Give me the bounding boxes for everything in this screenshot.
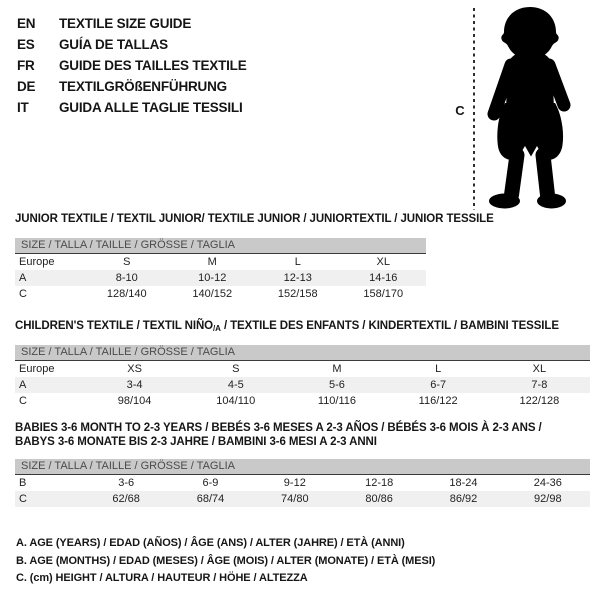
table-cell: 10-12 bbox=[198, 272, 227, 284]
table-cell: 80/86 bbox=[365, 493, 393, 505]
table-cell: 12-18 bbox=[365, 477, 394, 489]
language-code: IT bbox=[17, 100, 29, 115]
size-header-row: SIZE / TALLA / TAILLE / GRÖSSE / TAGLIA bbox=[15, 345, 590, 361]
height-dashed-line bbox=[473, 8, 475, 210]
children-size-table bbox=[15, 361, 590, 409]
table-cell: 18-24 bbox=[449, 477, 478, 489]
list-item bbox=[17, 76, 247, 97]
babies-textile-section bbox=[15, 422, 590, 507]
list-item bbox=[17, 34, 247, 55]
legend-footnotes bbox=[16, 535, 435, 588]
table-cell: XL bbox=[376, 256, 390, 268]
table-cell: 140/152 bbox=[192, 288, 233, 300]
language-title: GUIDA ALLE TAGLIE TESSILI bbox=[59, 100, 243, 115]
table-cell: 8-10 bbox=[115, 272, 138, 284]
table-row bbox=[15, 475, 590, 491]
table-cell: 98/104 bbox=[117, 395, 152, 407]
table-cell: 6-7 bbox=[430, 379, 447, 391]
baby-figure bbox=[440, 0, 600, 215]
table-cell: 92/98 bbox=[534, 493, 562, 505]
section-title: JUNIOR TEXTILE / TEXTIL JUNIOR/ TEXTILE JUNIOR / JUNIORTEXTIL / JUNIOR TESSILE bbox=[15, 213, 494, 225]
table-row bbox=[15, 270, 426, 286]
table-cell: 152/158 bbox=[277, 288, 318, 300]
list-item bbox=[17, 13, 247, 34]
baby-silhouette-image bbox=[480, 5, 580, 210]
junior-size-table bbox=[15, 254, 426, 302]
language-code: DE bbox=[17, 79, 36, 94]
table-row bbox=[15, 393, 590, 409]
footnote-height-cm: C. (cm) HEIGHT / ALTURA / HAUTEUR / HÖHE / ALTEZZA bbox=[16, 572, 308, 584]
table-cell: 104/110 bbox=[216, 395, 256, 407]
title-subscript: /A bbox=[213, 324, 221, 333]
table-cell: 3-6 bbox=[118, 477, 135, 489]
table-row bbox=[15, 361, 590, 377]
title-line-1: BABIES 3-6 MONTH TO 2-3 YEARS / BEBÉS 3-6 MESES A 2-3 AÑOS / BÉBÉS 3-6 MOIS À 2-3 ANS / bbox=[15, 422, 542, 434]
footnote-age-months: B. AGE (MONTHS) / EDAD (MESES) / ÂGE (MOIS) / ALTER (MONATE) / ETÀ (MESI) bbox=[16, 554, 436, 567]
table-cell: 116/122 bbox=[418, 395, 458, 407]
children-textile-section bbox=[15, 320, 590, 409]
table-row bbox=[15, 377, 590, 393]
row-label: A bbox=[19, 272, 27, 284]
table-cell: 68/74 bbox=[196, 493, 225, 505]
junior-textile-section bbox=[15, 213, 494, 302]
table-row bbox=[15, 254, 426, 270]
row-label: B bbox=[19, 477, 27, 489]
table-cell: L bbox=[435, 363, 442, 375]
language-title: GUÍA DE TALLAS bbox=[59, 37, 168, 52]
table-cell: 6-9 bbox=[202, 477, 219, 489]
size-header-row: SIZE / TALLA / TAILLE / GRÖSSE / TAGLIA bbox=[15, 459, 590, 475]
section-title bbox=[15, 422, 590, 449]
row-label: C bbox=[19, 288, 27, 300]
row-label: C bbox=[19, 395, 27, 407]
table-cell: XL bbox=[532, 363, 547, 375]
section-title bbox=[15, 320, 590, 333]
table-cell: 12-13 bbox=[283, 272, 312, 284]
language-title: TEXTILE SIZE GUIDE bbox=[59, 16, 192, 31]
language-code: ES bbox=[17, 37, 35, 52]
table-cell: 9-12 bbox=[283, 477, 306, 489]
table-cell: XS bbox=[127, 363, 142, 375]
row-label: A bbox=[19, 379, 27, 391]
table-cell: S bbox=[232, 363, 240, 375]
table-cell: L bbox=[294, 256, 301, 268]
height-measure-label: C bbox=[455, 103, 465, 118]
babies-size-table bbox=[15, 475, 590, 507]
table-cell: M bbox=[207, 256, 217, 268]
table-cell: M bbox=[332, 363, 342, 375]
language-title-list bbox=[17, 13, 247, 118]
table-cell: 5-6 bbox=[329, 379, 345, 391]
table-cell: 128/140 bbox=[106, 288, 147, 300]
table-cell: 3-4 bbox=[126, 379, 143, 391]
table-cell: 24-36 bbox=[533, 477, 562, 489]
language-title: TEXTILGRÖßENFÜHRUNG bbox=[59, 79, 227, 94]
language-code: FR bbox=[17, 58, 35, 73]
language-code: EN bbox=[17, 16, 36, 31]
table-cell: 62/68 bbox=[112, 493, 140, 505]
row-label: Europe bbox=[19, 256, 55, 268]
table-row bbox=[15, 286, 426, 302]
table-cell: 4-5 bbox=[227, 379, 244, 391]
title-line-2: BABYS 3-6 MONATE BIS 2-3 JAHRE / BAMBINI 3-6 MESI A 2-3 ANNI bbox=[15, 435, 377, 448]
list-item bbox=[17, 97, 247, 118]
table-cell: 158/170 bbox=[363, 288, 404, 300]
footnote-age-years: A. AGE (YEARS) / EDAD (AÑOS) / ÂGE (ANS) / ALTER (JAHRE) / ETÀ (ANNI) bbox=[16, 537, 405, 549]
table-cell: 7-8 bbox=[531, 379, 548, 391]
size-header-row: SIZE / TALLA / TAILLE / GRÖSSE / TAGLIA bbox=[15, 238, 426, 254]
list-item bbox=[17, 55, 247, 76]
table-cell: 122/128 bbox=[519, 395, 560, 407]
language-title: GUIDE DES TAILLES TEXTILE bbox=[59, 58, 247, 73]
table-cell: 74/80 bbox=[281, 493, 309, 505]
table-cell: 110/116 bbox=[317, 395, 357, 407]
table-cell: S bbox=[123, 256, 131, 268]
title-text: / TEXTILE DES ENFANTS / KINDERTEXTIL / BAMBINI TESSILE bbox=[220, 320, 559, 332]
table-cell: 86/92 bbox=[449, 493, 478, 505]
table-row bbox=[15, 491, 590, 507]
row-label: Europe bbox=[19, 363, 55, 375]
table-cell: 14-16 bbox=[369, 272, 398, 284]
row-label: C bbox=[19, 493, 27, 505]
title-text: CHILDREN'S TEXTILE / TEXTIL NIÑO bbox=[15, 320, 214, 332]
